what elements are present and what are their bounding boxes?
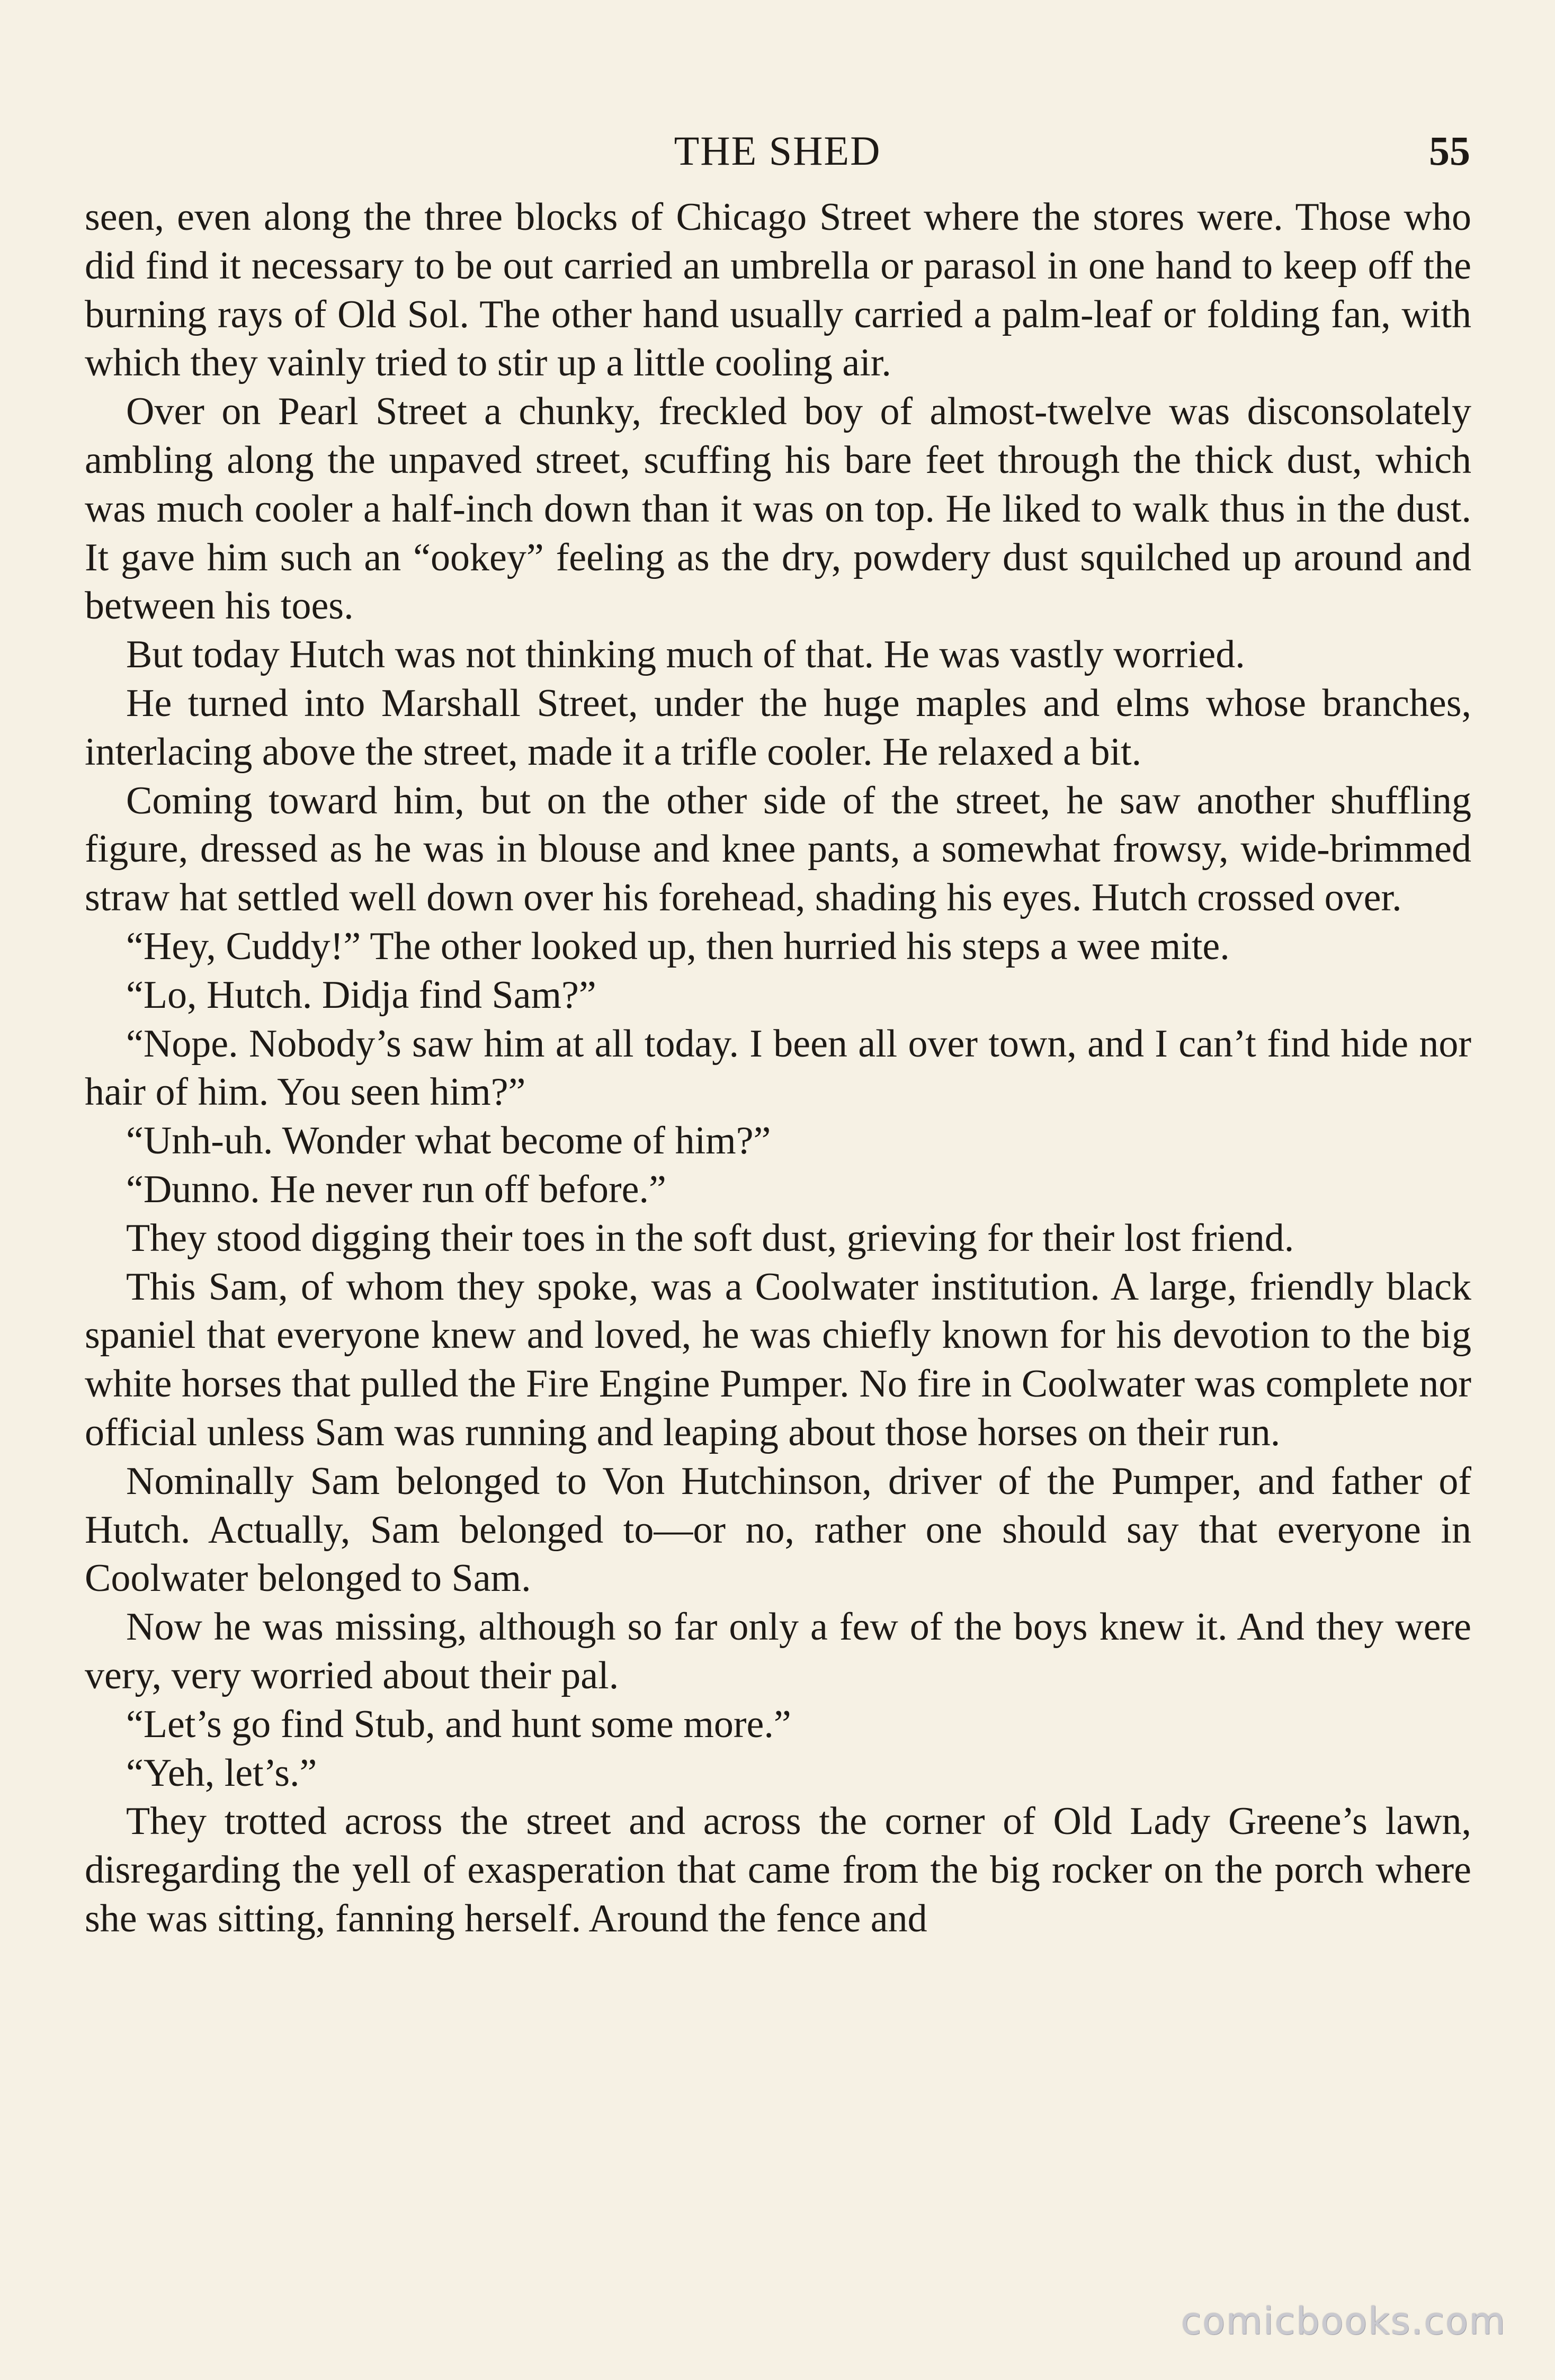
watermark-logo: comicbooks.com [1181, 2300, 1506, 2343]
paragraph: “Unh-uh. Wonder what become of him?” [126, 1119, 771, 1163]
paragraph: “Nope. Nobody’s saw him at all today. I been all over town, and I can’t find hide nor hair of him. You seen him?” [85, 1022, 1471, 1114]
paragraph: Now he was missing, although so far only a few of the boys knew it. And they were very, very worried about their pal. [85, 1605, 1471, 1697]
page-header [85, 127, 1470, 185]
running-head: THE SHED [674, 128, 881, 174]
paragraph: This Sam, of whom they spoke, was a Coolwater institution. A large, friendly black spaniel that everyone knew and loved, he was chiefly known for his devotion to the big white horses that pulled the Fire Engine Pumper. No fire in Coolwater was complete nor official unless Sam was running and leaping about those horses on their run. [85, 1265, 1471, 1454]
paragraph: seen, even along the three blocks of Chicago Street where the stores were. Those who did find it necessary to be out carried an umbrella or parasol in one hand to keep off the burning rays of Old Sol. The other hand usually carried a palm-leaf or folding fan, with which they vainly tried to stir up a little cooling air. [85, 195, 1471, 385]
paragraph: “Yeh, let’s.” [126, 1751, 317, 1795]
paragraph: “Let’s go find Stub, and hunt some more.” [126, 1702, 791, 1746]
body-text [85, 193, 1471, 1944]
paragraph: They stood digging their toes in the soft dust, grieving for their lost friend. [126, 1216, 1294, 1260]
paragraph: Over on Pearl Street a chunky, freckled boy of almost-twelve was disconsolately ambling along the unpaved street, scuffing his bare feet through the thick dust, which was much cooler a half-inch down than it was on top. He liked to walk thus in the dust. It gave him such an “ookey” feeling as the dry, powdery dust squilched up around and between his toes. [85, 390, 1471, 628]
page-number: 55 [1429, 128, 1470, 174]
paragraph: Coming toward him, but on the other side of the street, he saw another shuffling figure, dressed as he was in blouse and knee pants, a somewhat frowsy, wide-brimmed straw hat settled well down over his forehead, shading his eyes. Hutch crossed over. [85, 779, 1471, 920]
paragraph: He turned into Marshall Street, under the huge maples and elms whose branches, interlacing above the street, made it a trifle cooler. He relaxed a bit. [85, 681, 1471, 774]
paragraph: “Hey, Cuddy!” The other looked up, then hurried his steps a wee mite. [126, 924, 1230, 968]
paragraph: “Lo, Hutch. Didja find Sam?” [126, 973, 596, 1017]
paragraph: They trotted across the street and across the corner of Old Lady Greene’s lawn, disregarding the yell of exasperation that came from the big rocker on the porch where she was sitting, fanning herself. Around the fence and [85, 1800, 1471, 1940]
paragraph: Nominally Sam belonged to Von Hutchinson, driver of the Pumper, and father of Hutch. Actually, Sam belonged to—or no, rather one should say that everyone in Coolwater belonged to Sam. [85, 1459, 1471, 1600]
paragraph: “Dunno. He never run off before.” [126, 1167, 666, 1211]
paragraph: But today Hutch was not thinking much of that. He was vastly worried. [126, 633, 1245, 677]
